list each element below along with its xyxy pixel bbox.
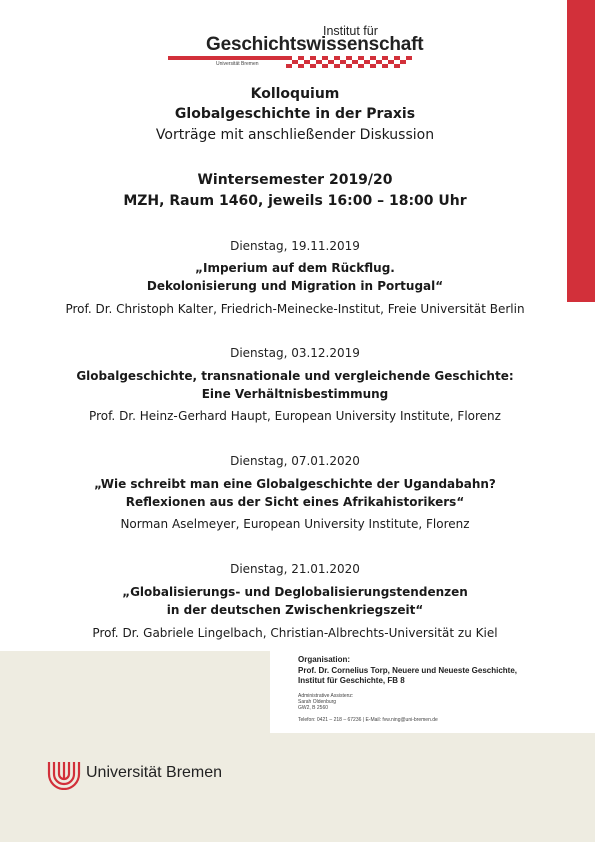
contact-line: Telefon: 0421 – 218 – 67236 | E-Mail: fvw.ning@uni-bremen.de	[298, 716, 438, 723]
logo-checker-pattern-icon	[168, 56, 428, 70]
logo-institut-label: Institut für	[323, 24, 378, 38]
talk-date: Dienstag, 21.01.2020	[230, 562, 360, 576]
talk-title: „Wie schreibt man eine Globalgeschichte der Ugandabahn?	[94, 477, 496, 491]
red-accent-bar	[567, 0, 595, 302]
talk-title: Eine Verhältnisbestimmung	[201, 387, 389, 401]
organisation-info	[298, 655, 517, 723]
semester: Wintersemester 2019/20	[197, 172, 393, 188]
talk-title: „Imperium auf dem Rückflug.	[195, 261, 395, 275]
assistant-name: Sarah Oldenburg	[298, 698, 337, 705]
talk-date: Dienstag, 03.12.2019	[230, 346, 360, 360]
logo-institute-name: Geschichtswissenschaft	[206, 34, 424, 55]
talk-speaker: Prof. Dr. Heinz-Gerhard Haupt, European University Institute, Florenz	[89, 409, 501, 423]
talk-speaker: Norman Aselmeyer, European University Institute, Florenz	[120, 517, 470, 531]
location: MZH, Raum 1460, jeweils 16:00 – 18:00 Uhr	[123, 193, 467, 209]
university-bremen-logo-icon	[47, 760, 81, 790]
event-type: Kolloquium	[250, 86, 340, 102]
event-subtitle: Vorträge mit anschließender Diskussion	[155, 127, 435, 143]
talk-title: Dekolonisierung und Migration in Portugal“	[146, 279, 444, 293]
talk-speaker: Prof. Dr. Gabriele Lingelbach, Christian-Albrechts-Universität zu Kiel	[92, 626, 498, 640]
organisation-line: Prof. Dr. Cornelius Torp, Neuere und Neueste Geschichte,	[298, 665, 518, 675]
talk-title: Reflexionen aus der Sicht eines Afrikahistorikers“	[125, 495, 465, 509]
talk-title: Globalgeschichte, transnationale und vergleichende Geschichte:	[76, 369, 514, 383]
talk-date: Dienstag, 19.11.2019	[230, 239, 360, 253]
assistant-label: Administrative Assistenz:	[298, 692, 354, 699]
talk-title: in der deutschen Zwischenkriegszeit“	[166, 603, 424, 617]
organisation-line: Institut für Geschichte, FB 8	[298, 676, 405, 685]
institute-logo	[168, 24, 428, 74]
talk-speaker: Prof. Dr. Christoph Kalter, Friedrich-Meinecke-Institut, Freie Universität Berlin	[65, 302, 525, 316]
logo-university-label: Universität Bremen	[216, 61, 259, 67]
event-title: Globalgeschichte in der Praxis	[174, 106, 416, 122]
talk-title: „Globalisierungs- und Deglobalisierungstendenzen	[122, 585, 468, 599]
university-name: Universität Bremen	[86, 764, 223, 781]
organisation-label: Organisation:	[298, 655, 351, 664]
assistant-room: GW2, B 2560	[298, 705, 329, 712]
talk-date: Dienstag, 07.01.2020	[230, 454, 360, 468]
